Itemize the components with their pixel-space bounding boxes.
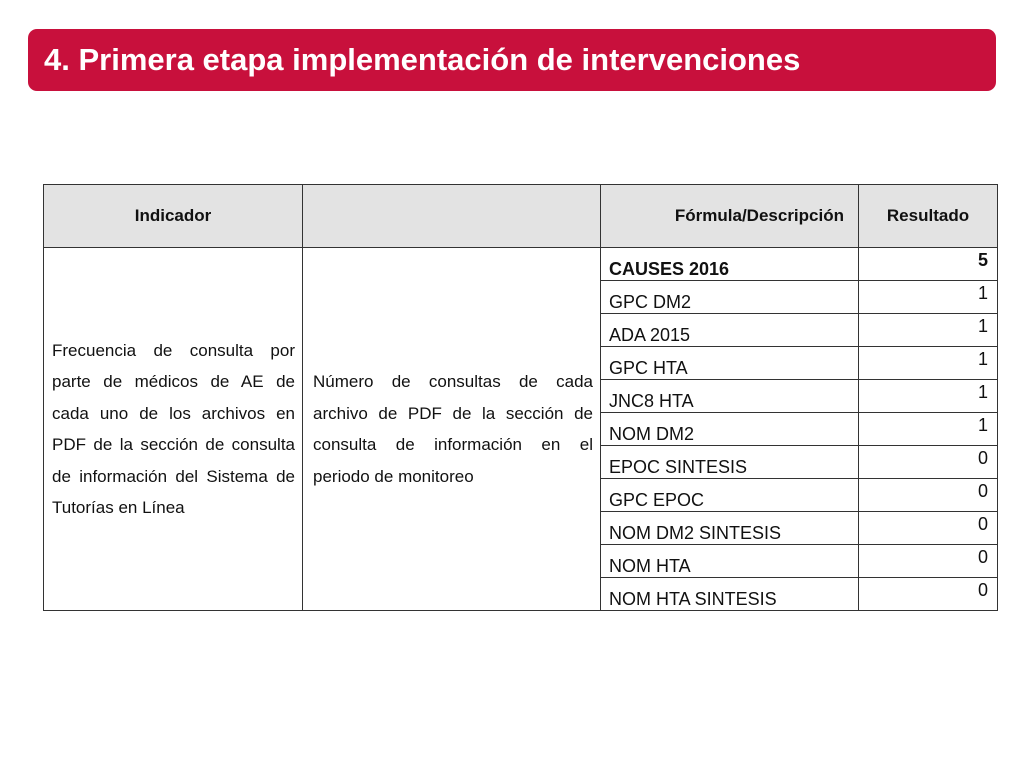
file-name-cell: NOM DM2 xyxy=(601,413,859,446)
result-cell: 1 xyxy=(859,413,998,446)
table-row xyxy=(44,248,998,281)
result-cell: 0 xyxy=(859,545,998,578)
file-name-cell: CAUSES 2016 xyxy=(601,248,859,281)
slide-title: 4. Primera etapa implementación de intervenciones xyxy=(44,42,801,77)
file-name-cell: GPC DM2 xyxy=(601,281,859,314)
header-resultado: Resultado xyxy=(859,185,998,248)
file-name-cell: JNC8 HTA xyxy=(601,380,859,413)
result-cell: 1 xyxy=(859,380,998,413)
result-cell: 0 xyxy=(859,578,998,611)
table-header-row xyxy=(44,185,998,248)
result-cell: 0 xyxy=(859,446,998,479)
result-cell: 5 xyxy=(859,248,998,281)
header-formula: Fórmula/Descripción xyxy=(601,185,859,248)
formula-description: Número de consultas de cada archivo de PDF de la sección de consulta de información en el periodo de monitoreo xyxy=(303,248,601,611)
result-cell: 1 xyxy=(859,314,998,347)
indicator-table xyxy=(43,184,998,611)
result-cell: 0 xyxy=(859,512,998,545)
file-name-cell: ADA 2015 xyxy=(601,314,859,347)
file-name-cell: NOM DM2 SINTESIS xyxy=(601,512,859,545)
file-name-cell: NOM HTA SINTESIS xyxy=(601,578,859,611)
indicator-description: Frecuencia de consulta por parte de médicos de AE de cada uno de los archivos en PDF de la sección de consulta de información del Sistema de Tutorías en Línea xyxy=(44,248,303,611)
title-bar xyxy=(28,29,996,91)
result-cell: 1 xyxy=(859,281,998,314)
file-name-cell: GPC EPOC xyxy=(601,479,859,512)
header-indicador: Indicador xyxy=(44,185,303,248)
file-name-cell: NOM HTA xyxy=(601,545,859,578)
header-blank xyxy=(303,185,601,248)
file-name-cell: EPOC SINTESIS xyxy=(601,446,859,479)
result-cell: 1 xyxy=(859,347,998,380)
file-name-cell: GPC HTA xyxy=(601,347,859,380)
result-cell: 0 xyxy=(859,479,998,512)
